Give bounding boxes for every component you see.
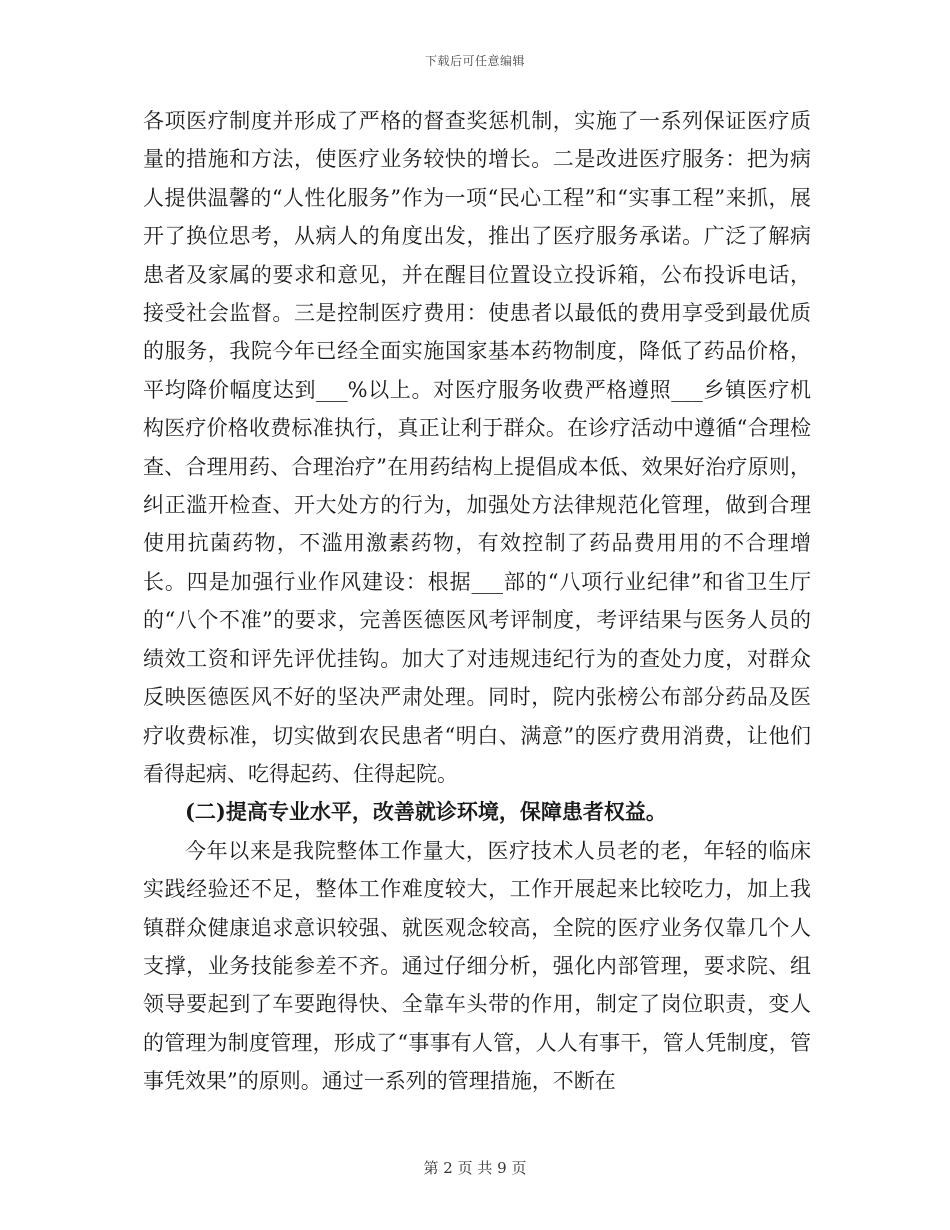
section-heading: (二)提高专业水平，改善就诊环境，保障患者权益。 <box>185 799 667 825</box>
page-number-footer: 第 2 页 共 9 页 <box>423 1159 527 1177</box>
body-paragraph-1: 各项医疗制度并形成了严格的督查奖惩机制，实施了一系列保证医疗质量的措施和方法，使医疗业务较快的增长。二是改进医疗服务：把为病人提供温馨的“人性化服务”作为一项“民心工程”和“实事工程”来抓，展开了换位思考，从病人的角度出发，推出了医疗服务承诺。广泛了解病患者及家属的要求和意见，并在醒目位置设立投诉箱，公布投诉电话，接受社会监督。三是控制医疗费用：使患者以最低的费用享受到最优质的服务，我院今年已经全面实施国家基本药物制度，降低了药品价格，平均降价幅度达到___%以上。对医疗服务收费严格遵照___乡镇医疗机构医疗价格收费标准执行，真正让利于群众。在诊疗活动中遵循“合理检查、合理用药、合理治疗”在用药结构上提倡成本低、效果好治疗原则，纠正滥开检查、开大处方的行为，加强处方法律规范化管理，做到合理使用抗菌药物，不滥用激素药物，有效控制了药品费用用的不合理增长。四是加强行业作风建设：根据___部的“八项行业纪律”和省卫生厅的“八个不准”的要求，完善医德医风考评制度，考评结果与医务人员的绩效工资和评先评优挂钩。加大了对违规违纪行为的查处力度，对群众反映医德医风不好的坚决严肃处理。同时，院内张榜公布部分药品及医疗收费标准，切实做到农民患者“明白、满意”的医疗费用消费，让他们看得起病、吃得起药、住得起院。 <box>143 109 811 786</box>
page-header: 下载后可任意编辑 <box>424 54 525 68</box>
document-body <box>143 102 811 1101</box>
body-paragraph-2: 今年以来是我院整体工作量大，医疗技术人员老的老，年轻的临床实践经验还不足，整体工作难度较大，工作开展起来比较吃力，加上我镇群众健康追求意识较强、就医观念较高，全院的医疗业务仅靠几个人支撑，业务技能参差不齐。通过仔细分析，强化内部管理，要求院、组领导要起到了车要跑得快、全靠车头带的作用，制定了岗位职责，变人的管理为制度管理，形成了“事事有人管，人人有事干，管人凭制度，管事凭效果”的原则。通过一系列的管理措施，不断在 <box>143 838 811 1094</box>
